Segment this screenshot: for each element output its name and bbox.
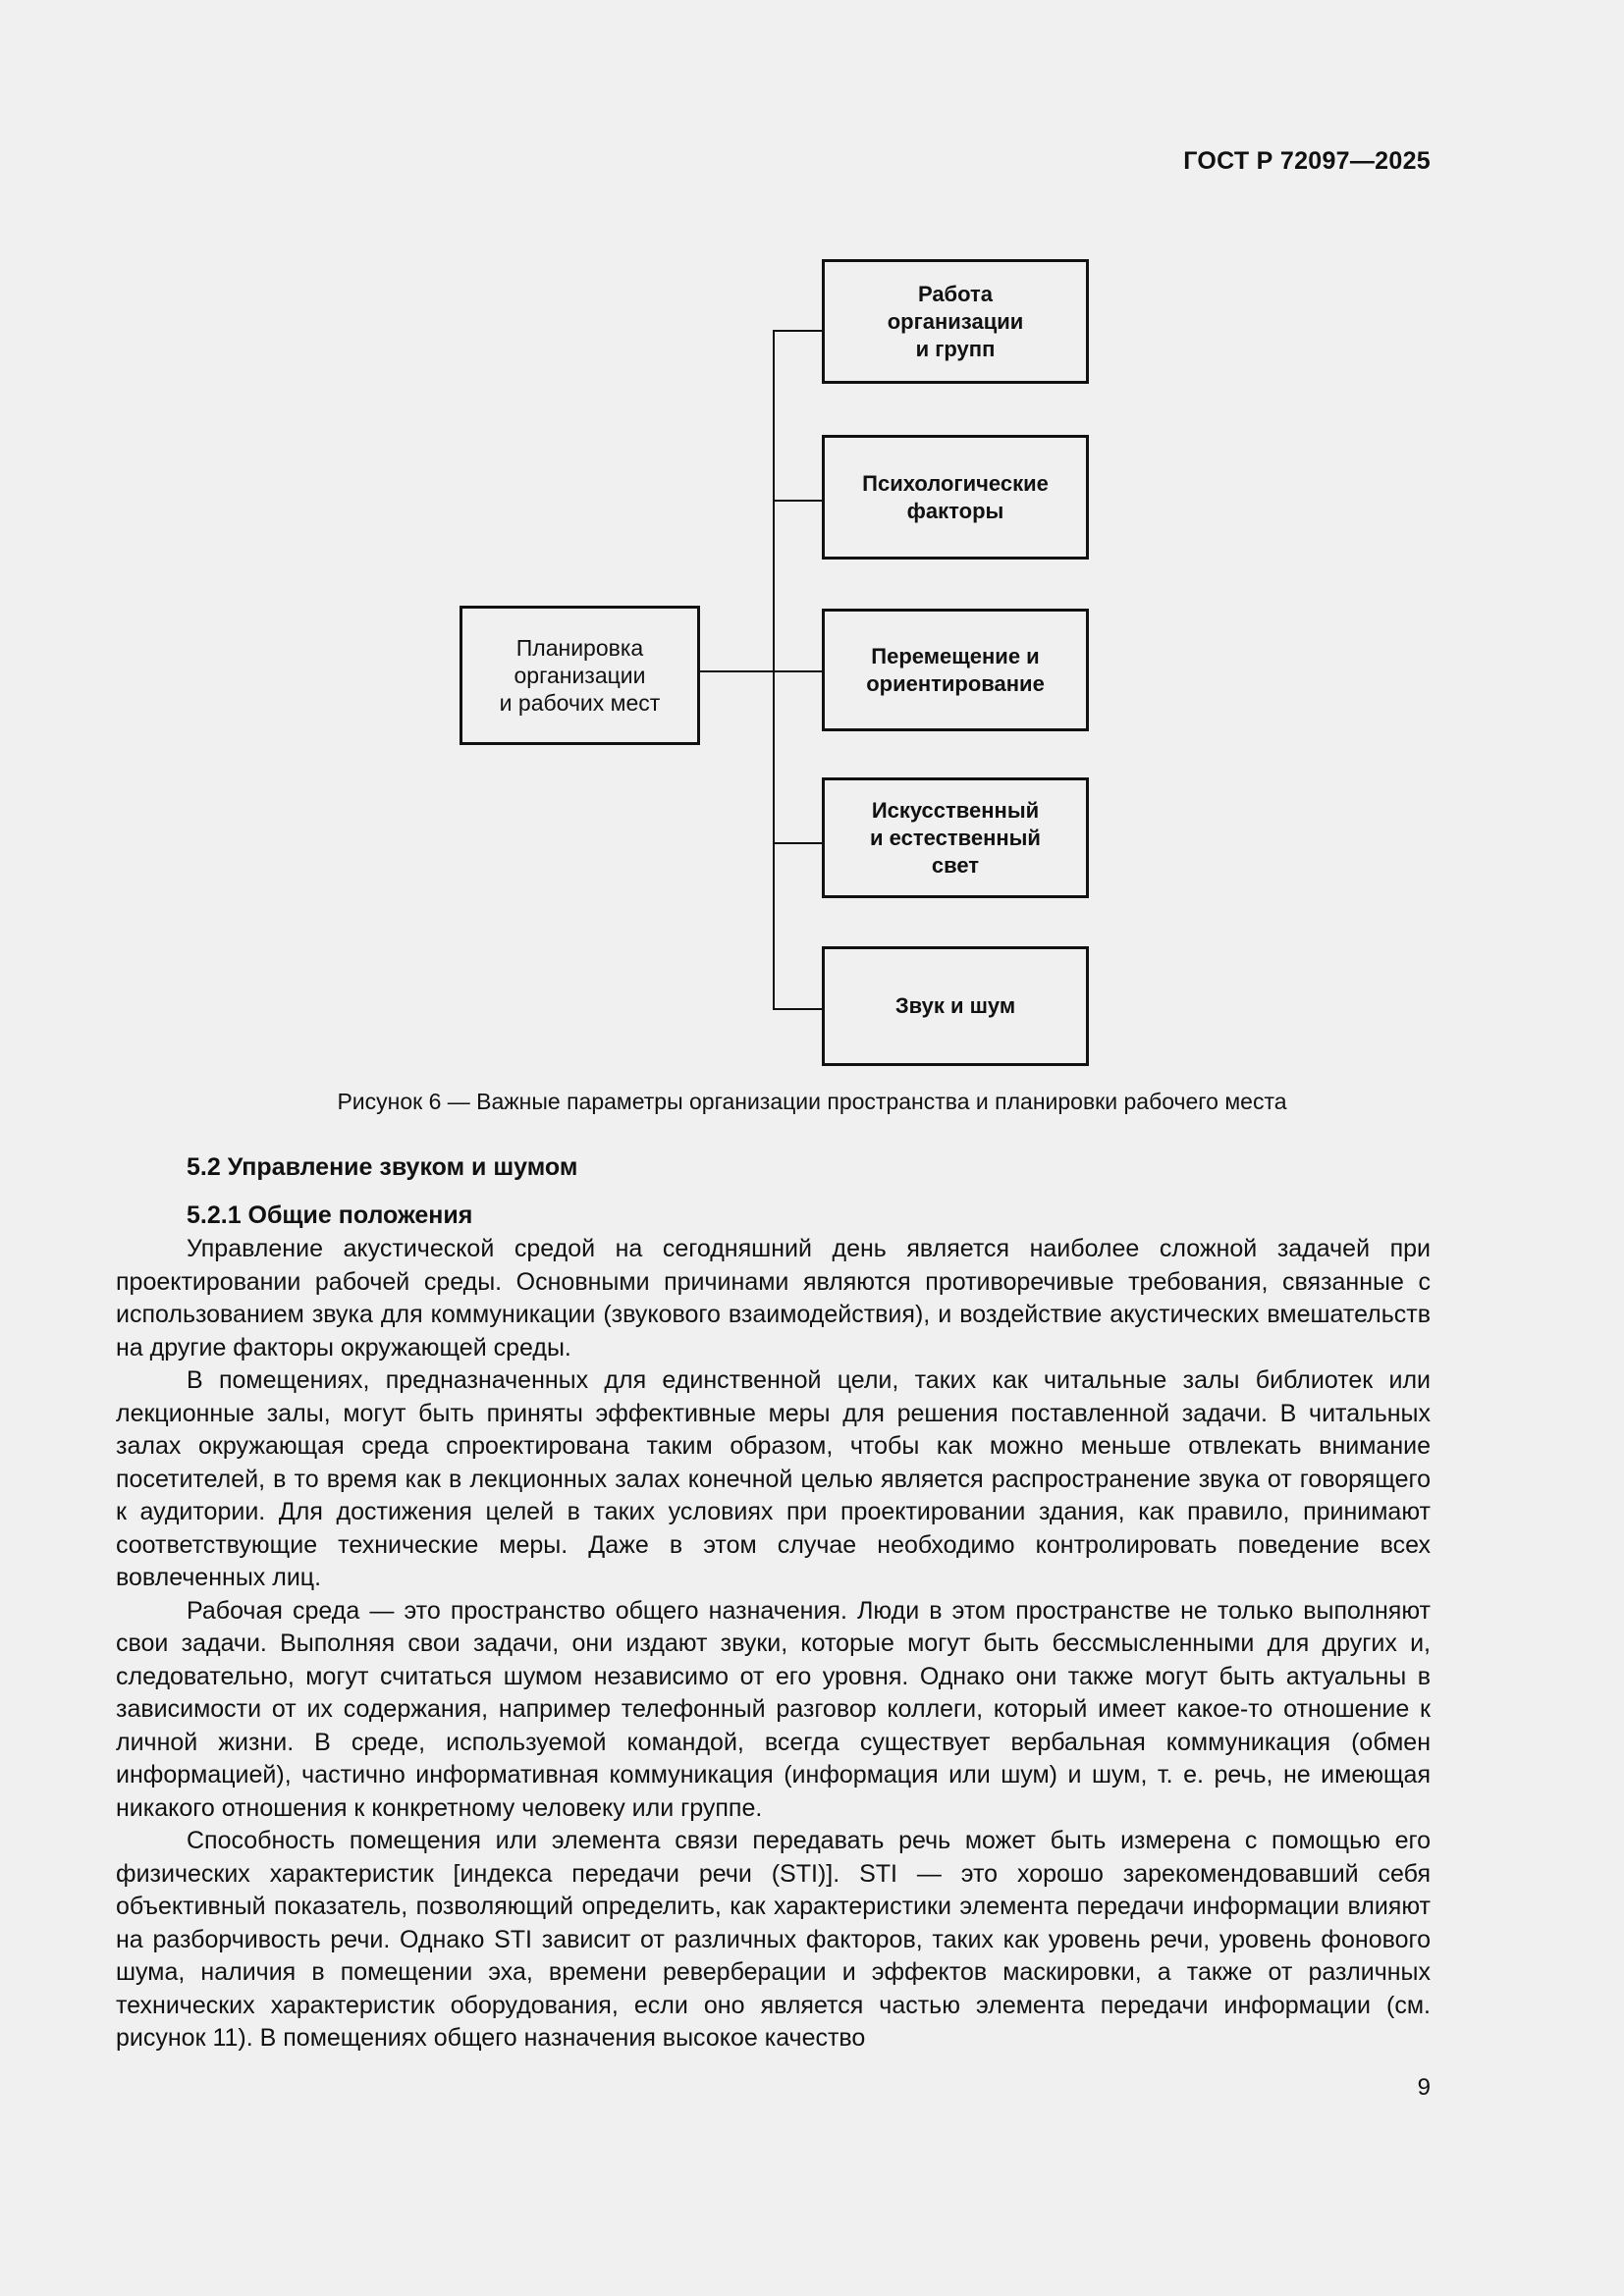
branch-box-sound-noise: Звук и шум [822,946,1089,1066]
branch-connector [773,1008,824,1010]
subsection-heading: 5.2.1 Общие положения [187,1201,473,1229]
branch-box-movement-orientation: Перемещение и ориентирование [822,609,1089,731]
paragraph: В помещениях, предназначенных для единственной цели, таких как читальные залы библиотек или лекционные залы, могут быть приняты эффективные меры для решения поставленной задачи. В читальных залах окружающая среда спроектирована таким образом, чтобы как можно меньше отвлекать внимание посетителей, в то время как в лекционных залах конечной целью является распространение звука от говорящего к аудитории. Для достижения целей в таких условиях при проектировании здания, как правило, принимают соответствующие технические меры. Даже в этом случае необходимо контролировать поведение всех вовлеченных лиц. [116,1366,1431,1591]
paragraph: Управление акустической средой на сегодняшний день является наиболее сложной задачей при проектировании рабочей среды. Основными причинами являются противоречивые требования, связанные с использованием звука для коммуникации (звукового взаимодействия), и воздействие акустических вмешательств на другие факторы окружающей среды. [116,1235,1431,1362]
branch-connector [773,500,824,502]
branch-box-light: Искусственный и естественный свет [822,777,1089,898]
root-connector [700,670,775,672]
figure-diagram [0,0,1624,1080]
branch-box-work-of-organization: Работа организации и групп [822,259,1089,384]
branch-connector [773,670,824,672]
body-text [116,1233,1431,2056]
root-box: Планировка организации и рабочих мест [460,606,700,745]
paragraph: Рабочая среда — это пространство общего назначения. Люди в этом пространстве не только выполняют свои задачи. Выполняя свои задачи, они издают звуки, которые могут быть бессмысленными для других и, следовательно, могут считаться шумом независимо от его уровня. Однако они также могут быть актуальны в зависимости от их содержания, например телефонный разговор коллеги, который имеет какое-то отношение к личной жизни. В среде, используемой командой, всегда существует вербальная коммуникация (обмен информацией), частично информативная коммуникация (информация или шум) и шум, т. е. речь, не имеющая никакого отношения к конкретному человеку или группе. [116,1596,1431,1822]
document-code: ГОСТ Р 72097—2025 [1183,147,1431,175]
section-heading: 5.2 Управление звуком и шумом [187,1153,578,1181]
branch-connector [773,842,824,844]
page-number: 9 [1417,2074,1431,2101]
branch-connector [773,330,824,332]
branch-box-psychological-factors: Психологические факторы [822,435,1089,560]
figure-caption: Рисунок 6 — Важные параметры организации пространства и планировки рабочего места [337,1089,1287,1114]
paragraph: Способность помещения или элемента связи передавать речь может быть измерена с помощью его физических характеристик [индекса передачи речи (STI)]. STI — это хорошо зарекомендовавший себя объективный показатель, позволяющий определить, как характеристики элемента передачи информации влияют на разборчивость речи. Однако STI зависит от различных факторов, таких как уровень речи, уровень фонового шума, наличия в помещении эха, времени реверберации и эффектов маскировки, а также от различных технических характеристик оборудования, если оно является частью элемента передачи информации (см. рисунок 11). В помещениях общего назначения высокое качество [116,1827,1431,2052]
